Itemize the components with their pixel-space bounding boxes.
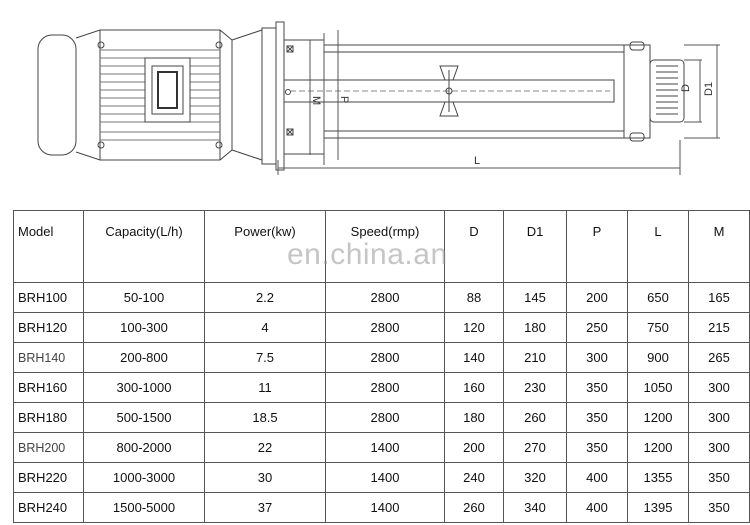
table-row	[14, 283, 750, 313]
cell-l: 650	[628, 283, 689, 313]
table-row	[14, 373, 750, 403]
cell-power: 7.5	[205, 343, 326, 373]
cell-capacity: 500-1500	[84, 403, 205, 433]
cell-model: BRH180	[14, 403, 84, 433]
cell-l: 750	[628, 313, 689, 343]
dimension-label-l: L	[474, 155, 481, 167]
cell-speed: 1400	[326, 463, 445, 493]
cell-d1: 260	[504, 403, 567, 433]
cell-capacity: 800-2000	[84, 433, 205, 463]
pump-head	[624, 42, 684, 141]
cell-power: 30	[205, 463, 326, 493]
cell-l: 1355	[628, 463, 689, 493]
cell-d: 260	[445, 493, 504, 523]
specification-table	[13, 210, 750, 523]
cell-d1: 230	[504, 373, 567, 403]
cell-speed: 2800	[326, 313, 445, 343]
header-power: Power(kw)	[205, 211, 326, 283]
pump-technical-drawing	[0, 0, 750, 200]
cell-d: 160	[445, 373, 504, 403]
table-row	[14, 403, 750, 433]
cell-p: 250	[567, 313, 628, 343]
cell-p: 300	[567, 343, 628, 373]
cell-m: 265	[689, 343, 750, 373]
table-row	[14, 313, 750, 343]
cell-capacity: 1500-5000	[84, 493, 205, 523]
cell-capacity: 200-800	[84, 343, 205, 373]
cell-p: 350	[567, 373, 628, 403]
pump-shaft-housing	[284, 45, 624, 138]
cell-speed: 2800	[326, 343, 445, 373]
cell-l: 1050	[628, 373, 689, 403]
cell-capacity: 1000-3000	[84, 463, 205, 493]
table-row	[14, 463, 750, 493]
cell-d1: 210	[504, 343, 567, 373]
dimension-label-d1: D1	[703, 81, 715, 96]
cell-d: 180	[445, 403, 504, 433]
cell-model: BRH160	[14, 373, 84, 403]
cell-m: 350	[689, 463, 750, 493]
header-l: L	[628, 211, 689, 283]
cell-power: 4	[205, 313, 326, 343]
table-row	[14, 493, 750, 523]
dimension-label-m: M	[310, 96, 322, 106]
cell-l: 1395	[628, 493, 689, 523]
header-p: P	[567, 211, 628, 283]
cell-model: BRH140	[14, 343, 84, 373]
cell-m: 300	[689, 373, 750, 403]
header-model: Model	[14, 211, 84, 283]
cell-p: 350	[567, 433, 628, 463]
header-m: M	[689, 211, 750, 283]
cell-capacity: 100-300	[84, 313, 205, 343]
cell-d1: 180	[504, 313, 567, 343]
cell-power: 22	[205, 433, 326, 463]
cell-p: 350	[567, 403, 628, 433]
cell-power: 2.2	[205, 283, 326, 313]
dimension-label-d: D	[680, 84, 692, 92]
motor-body	[38, 30, 232, 160]
cell-p: 400	[567, 493, 628, 523]
cell-d: 240	[445, 463, 504, 493]
header-d1: D1	[504, 211, 567, 283]
cell-speed: 1400	[326, 493, 445, 523]
watermark: en.china.an	[287, 238, 448, 271]
cell-model: BRH120	[14, 313, 84, 343]
header-d: D	[445, 211, 504, 283]
table-row	[14, 433, 750, 463]
cell-m: 165	[689, 283, 750, 313]
cell-d: 88	[445, 283, 504, 313]
cell-capacity: 300-1000	[84, 373, 205, 403]
cell-d: 140	[445, 343, 504, 373]
cell-power: 18.5	[205, 403, 326, 433]
cell-d1: 145	[504, 283, 567, 313]
cell-speed: 2800	[326, 373, 445, 403]
header-capacity: Capacity(L/h)	[84, 211, 205, 283]
cell-p: 400	[567, 463, 628, 493]
table-row	[14, 343, 750, 373]
cell-model: BRH100	[14, 283, 84, 313]
cell-power: 11	[205, 373, 326, 403]
cell-l: 900	[628, 343, 689, 373]
cell-speed: 2800	[326, 283, 445, 313]
cell-d1: 320	[504, 463, 567, 493]
cell-p: 200	[567, 283, 628, 313]
cell-m: 350	[689, 493, 750, 523]
cell-capacity: 50-100	[84, 283, 205, 313]
cell-model: BRH200	[14, 433, 84, 463]
table-header-row	[14, 211, 750, 283]
cell-m: 300	[689, 403, 750, 433]
cell-speed: 1400	[326, 433, 445, 463]
cell-speed: 2800	[326, 403, 445, 433]
cell-d1: 340	[504, 493, 567, 523]
cell-power: 37	[205, 493, 326, 523]
cell-l: 1200	[628, 433, 689, 463]
cell-l: 1200	[628, 403, 689, 433]
dimension-label-p: P	[338, 96, 350, 104]
cell-d: 120	[445, 313, 504, 343]
cell-model: BRH220	[14, 463, 84, 493]
cell-d: 200	[445, 433, 504, 463]
header-speed: Speed(rmp)	[326, 211, 445, 283]
cell-m: 215	[689, 313, 750, 343]
cell-m: 300	[689, 433, 750, 463]
cell-d1: 270	[504, 433, 567, 463]
cell-model: BRH240	[14, 493, 84, 523]
